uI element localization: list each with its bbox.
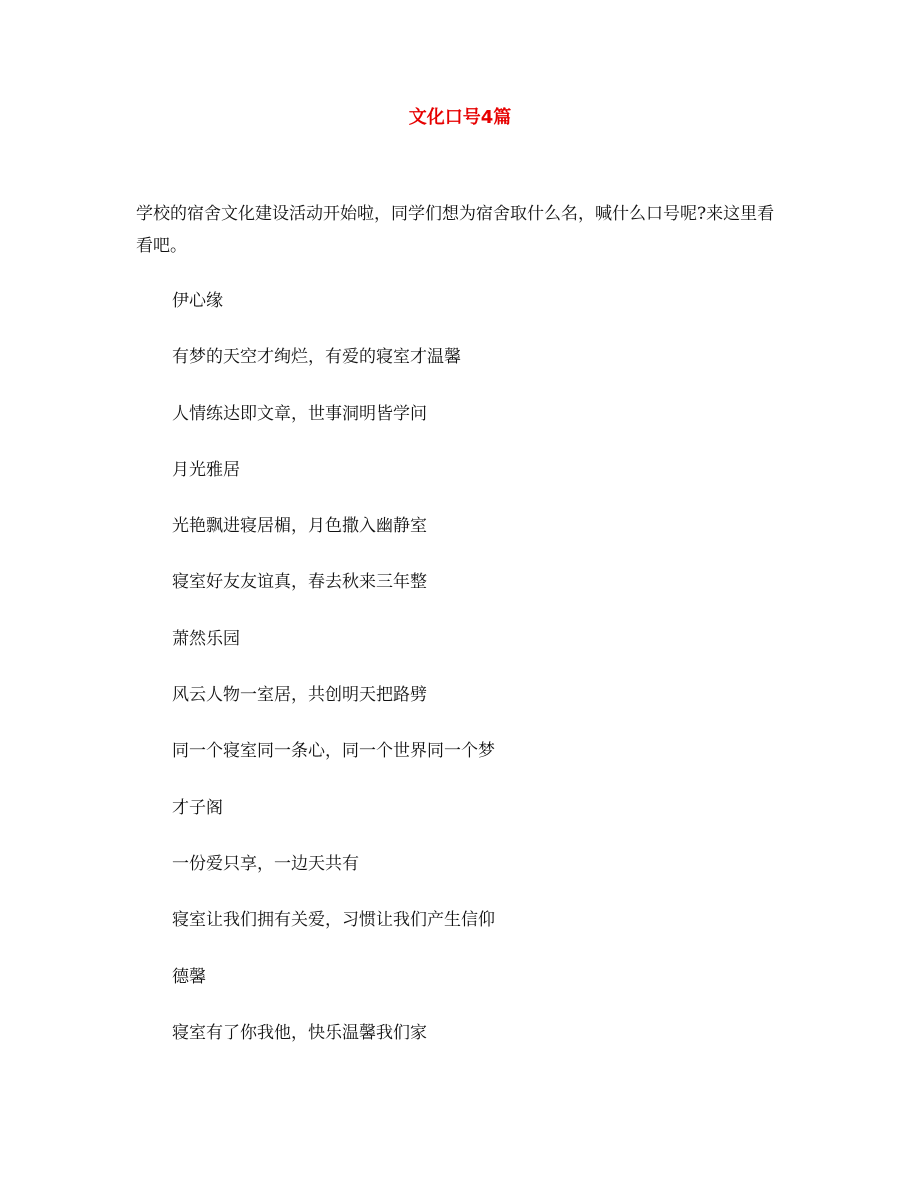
slogan-line: 有梦的天空才绚烂，有爱的寝室才温馨	[172, 347, 461, 368]
slogan-line: 人情练达即文章，世事洞明皆学问	[172, 403, 427, 424]
slogan-line: 寝室好友友谊真，春去秋来三年整	[172, 572, 427, 593]
slogan-line: 萧然乐园	[172, 628, 240, 649]
slogan-line: 寝室有了你我他，快乐温馨我们家	[172, 1022, 427, 1043]
slogan-line: 寝室让我们拥有关爱，习惯让我们产生信仰	[172, 910, 495, 931]
slogan-line: 月光雅居	[172, 459, 240, 480]
slogan-line: 才子阁	[172, 797, 223, 818]
intro-paragraph: 学校的宿舍文化建设活动开始啦，同学们想为宿舍取什么名，喊什么口号呢?来这里看看吧。	[136, 204, 775, 256]
slogan-line: 光艳飘进寝居楣，月色撒入幽静室	[172, 516, 427, 537]
document-title: 文化口号4篇	[408, 107, 512, 128]
slogan-line: 伊心缘	[172, 291, 223, 311]
slogan-line: 风云人物一室居，共创明天把路劈	[172, 685, 427, 706]
slogan-line: 同一个寝室同一条心，同一个世界同一个梦	[172, 741, 495, 762]
slogan-line: 德馨	[172, 966, 206, 987]
slogan-list	[172, 287, 495, 1075]
slogan-line: 一份爱只享，一边天共有	[172, 853, 359, 874]
